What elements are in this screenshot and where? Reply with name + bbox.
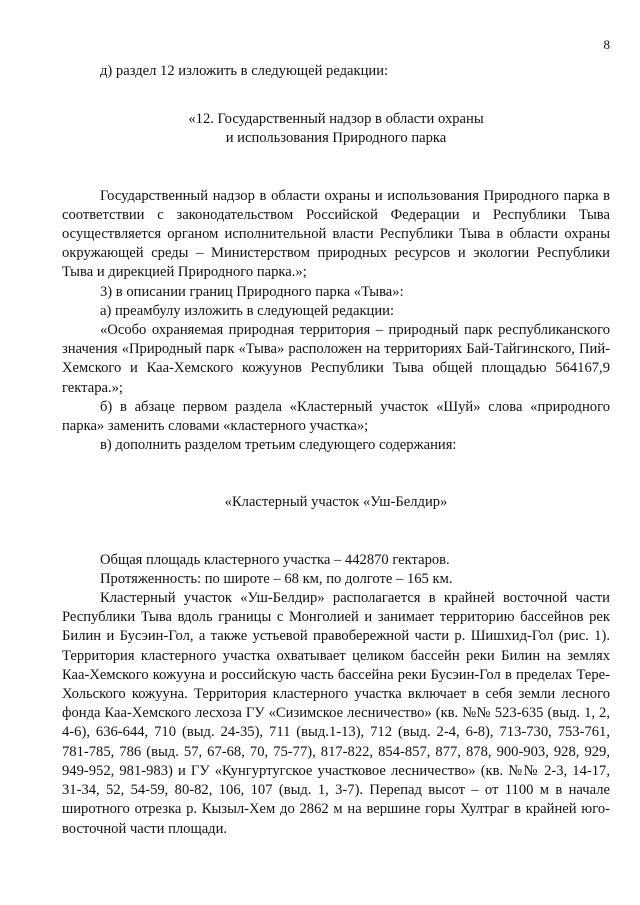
section-heading-line-2: и использования Природного парка xyxy=(225,130,447,147)
supervision-paragraph: Государственный надзор в области охраны и использования Природного парка в соответствии с законодательством Российской Федерации и Республики Тыва осуществляется органом исполнительной власти Республики Тыва в области охраны окружающей среды – Министерством природных ресурсов и экологии Республики Тыва и дирекцией Природного парка.»; xyxy=(62,187,610,281)
cluster-area: Общая площадь кластерного участка – 442870 гектаров. xyxy=(100,551,450,568)
cluster-description: Кластерный участок «Уш-Белдир» располагается в крайней восточной части Республики Тыва вдоль границы с Монголией и занимает территорию бассейнов рек Билин и Бусэин-Гол, а также устьевой правобережной части р. Шишхид-Гол (рис. 1). Территория кластерного участка охватывает целиком бассейн реки Билин на землях Каа-Хемского кожууна и российскую часть бассейна реки Бусэин-Гол в пределах Тере-Хольского кожууна. Территория кластерного участка включает в себя земли лесного фонда Каа-Хемского лесхоза ГУ «Сизимское лесничество» (кв. №№ 523-635 (выд. 1, 2, 4-6), 636-644, 710 (выд. 24-35), 711 (выд.1-13), 712 (выд. 2-4, 6-8), 713-730, 753-761, 781-785, 786 (выд. 57, 67-68, 70, 75-77), 817-822, 854-857, 877, 878, 900-903, 928, 929, 949-952, 981-983) и ГУ «Кунгуртугское участковое лесничество» (кв. №№ 2-3, 14-17, 31-34, 52, 54-59, 80-82, 106, 107 (выд. 1, 3-7). Перепад высот – от 1100 м в начале широтного отрезка р. Кызыл-Хем до 2862 м на вершине горы Хултраг в крайней юго-восточной части площади. xyxy=(62,590,610,837)
document-body xyxy=(62,62,610,839)
page-number: 8 xyxy=(603,37,610,52)
item-3: 3) в описании границ Природного парка «Тыва»: xyxy=(100,283,404,300)
item-v: в) дополнить разделом третьим следующего содержания: xyxy=(100,437,457,454)
section-heading-line-1: «12. Государственный надзор в области охраны xyxy=(188,111,484,128)
amendment-intro: д) раздел 12 изложить в следующей редакции: xyxy=(100,63,389,79)
section-heading xyxy=(62,110,610,148)
item-a: а) преамбулу изложить в следующей редакции: xyxy=(100,302,395,319)
cluster-extent: Протяженность: по широте – 68 км, по долготе – 165 км. xyxy=(100,570,453,587)
preamble-paragraph: «Особо охраняемая природная территория – природный парк республиканского значения «Природный парк «Тыва» расположен на территориях Бай-Тайгинского, Пий-Хемского и Каа-Хемского кожуунов Республики Тыва общей площадью 564167,9 гектара.»; xyxy=(62,322,610,396)
cluster-heading: «Кластерный участок «Уш-Белдир» xyxy=(224,494,448,511)
item-b: б) в абзаце первом раздела «Кластерный участок «Шуй» слова «природного парка» заменить словами «кластерного участка»; xyxy=(62,398,610,435)
